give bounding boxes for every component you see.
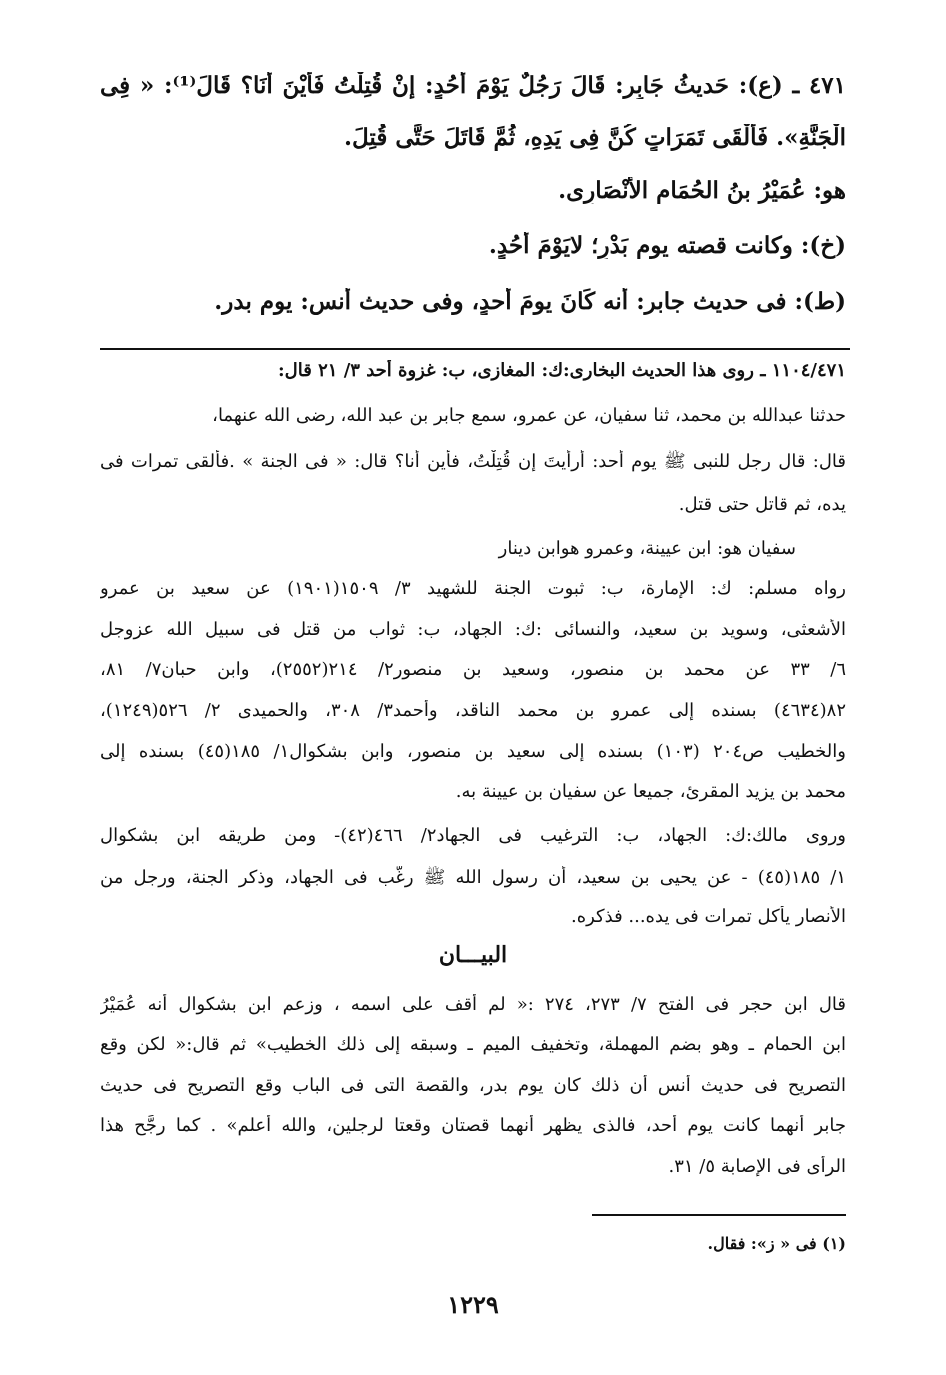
hadith-line-4: (خ): وكانت قصته يوم بَدْرٍ؛ لايَوْمَ أُحُدٍ. — [488, 232, 846, 259]
hadith-line-5: (ط): فى حديث جابر: أنه كَانَ يومَ أُحدٍ، وفى حديث أنس: يوم بدر. — [214, 288, 846, 315]
footnote-divider — [592, 1214, 846, 1216]
footnote: (١) فى « ز»: فقال. — [707, 1234, 846, 1253]
takhrij-line-10: والخطيب ص٢٠٤ (١٠٣) بسنده إلى سعيد بن منصور، وابن بشكوال١/ ١٨٥(٤٥) بسنده إلى — [100, 741, 846, 762]
hadith-line-1: ٤٧١ ـ (ع): حَديثُ جَابِر: قَالَ رَجُلٌ يَوْمَ أُحُدٍ: إِنْ قُتِلْتُ فَأَيْنَ أَنَا؟ قَالَ⁽¹⁾: « فِى — [100, 72, 846, 99]
takhrij-line-8: ٦/ ٣٣ عن محمد بن منصور، وسعيد بن منصور٢/ ٢١٤(٢٥٥٢)، وابن حبان٧/ ٨١، — [100, 659, 846, 680]
bayan-line-1: قال ابن حجر فى الفتح ٧/ ٢٧٣، ٢٧٤ :« لم أقف على اسمه ، وزعم ابن بشكوال أنه عُمَيْرُ — [100, 994, 846, 1015]
takhrij-line-3: قال: قال رجل للنبى ﷺ يوم أحد: أرأيتَ إن قُتِلْتُ، فأين أنا؟ قال: « فى الجنة » .فألقى تمرات فى — [100, 451, 846, 472]
takhrij-line-11: محمد بن يزيد المقرئ، جميعا عن سفيان بن عيينة به. — [455, 781, 846, 802]
bayan-line-2: ابن الحمام ـ وهو بضم المهملة، وتخفيف الميم ـ وسبقه إلى ذلك الخطيب» ثم قال:« لكن وقع — [100, 1034, 846, 1055]
bayan-line-3: التصريح فى حديث أنس أن ذلك كان يوم بدر، والقصة التى فى الباب وقع التصريح فى حديث — [100, 1075, 846, 1096]
section-divider — [100, 348, 850, 350]
takhrij-line-5: سفيان هو: ابن عيينة، وعمرو هوابن دينار — [498, 538, 796, 559]
hadith-line-2: الْجَنَّةِ». فَأَلْقَى تَمَرَاتٍ كُنَّ فِى يَدِهِ، ثُمَّ قَاتَلَ حَتَّى قُتِلَ. — [343, 124, 846, 151]
takhrij-line-2: حدثنا عبدالله بن محمد، ثنا سفيان، عن عمرو، سمع جابر بن عبد الله، رضى الله عنهما، — [212, 405, 846, 426]
takhrij-heading: ١١٠٤/٤٧١ ـ روى هذا الحديث البخارى:ك: المغازى، ب: غزوة أحد ٣/ ٢١ قال: — [278, 360, 846, 381]
takhrij-line-4: يده، ثم قاتل حتى قتل. — [678, 494, 846, 515]
takhrij-line-7: الأشعثى، وسويد بن سعيد، والنسائى :ك: الجهاد، ب: ثواب من قتل فى سبيل الله عزوجل — [100, 619, 846, 640]
takhrij-line-6: رواه مسلم: ك: الإمارة، ب: ثبوت الجنة للشهيد ٣/ ١٥٠٩(١٩٠١) عن سعيد بن عمرو — [100, 578, 846, 599]
bayan-line-5: الرأى فى الإصابة ٥/ ٣١. — [668, 1156, 846, 1177]
takhrij-line-1 — [100, 360, 846, 381]
takhrij-line-12: وروى مالك:ك: الجهاد، ب: الترغيب فى الجهاد٢/ ٤٦٦(٤٢)- ومن طريقه ابن بشكوال — [100, 825, 846, 846]
page-number: ١٢٢٩ — [447, 1290, 499, 1319]
takhrij-line-14: الأنصار يأكل تمرات فى يده... فذكره. — [570, 906, 846, 927]
takhrij-line-13: ١/ ١٨٥(٤٥) - عن يحيى بن سعيد، أن رسول الله ﷺ رغَّب فى الجهاد، وذكر الجنة، ورجل من — [100, 867, 846, 888]
takhrij-line-9: ٨٢(٤٦٣٤) بسنده إلى عمرو بن محمد الناقد، وأحمد٣/ ٣٠٨، والحميدى ٢/ ٥٢٦(١٢٤٩)، — [100, 700, 846, 721]
hadith-line-3: هو: عُمَيْرُ بنُ الحُمَامِ الأَنْصَارِى. — [558, 177, 846, 204]
bayan-heading: البيـــان — [438, 942, 508, 968]
bayan-line-4: جابر أنهما كانت يوم أحد، فالذى يظهر أنهما قصتان وقعتا لرجلين، والله أعلم» . كما رجَّح هذا — [100, 1115, 846, 1136]
